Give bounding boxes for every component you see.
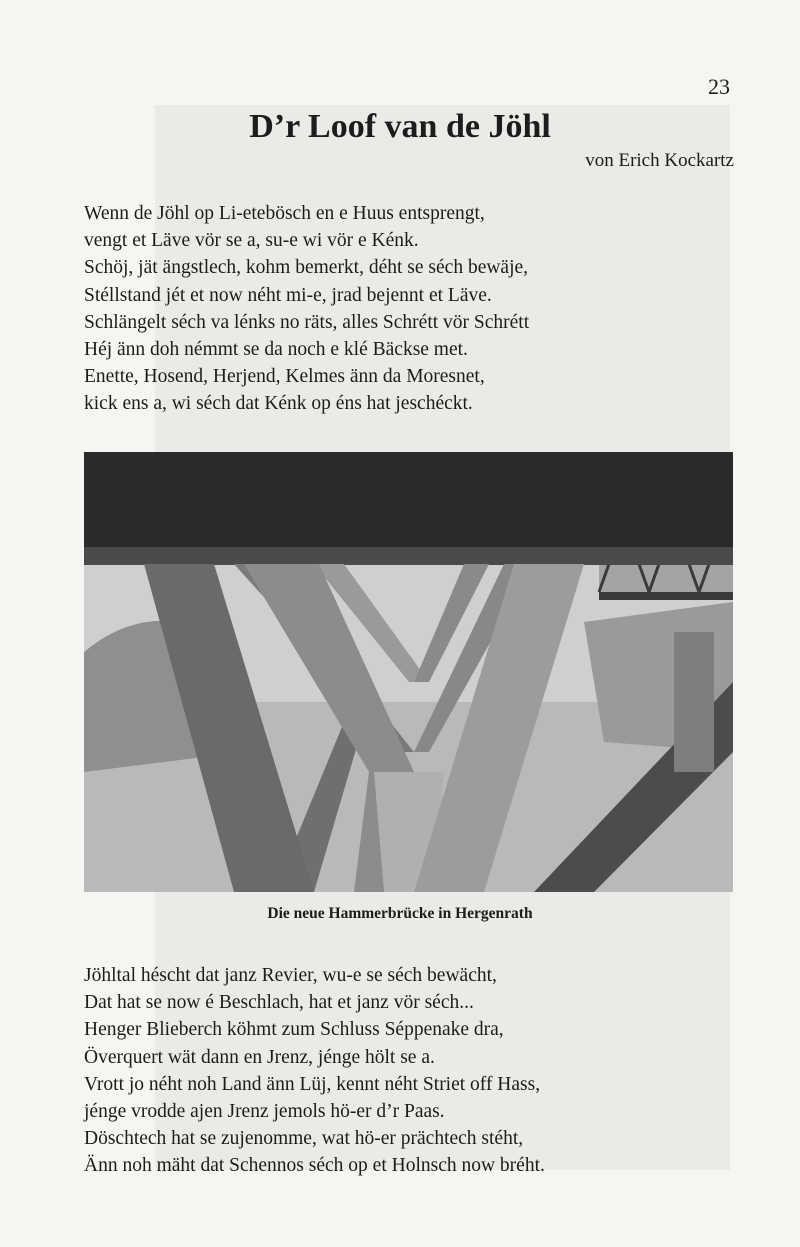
- poem-line: vengt et Läve vör se a, su-e wi vör e Kénk.: [84, 230, 419, 252]
- author-line: von Erich Kockartz: [585, 150, 734, 171]
- poem-line: Schöj, jät ängstlech, kohm bemerkt, déht se séch bewäje,: [84, 257, 529, 279]
- poem-title: D’r Loof van de Jöhl: [249, 108, 551, 145]
- poem-line: Jöhltal héscht dat janz Revier, wu-e se séch bewächt,: [84, 965, 497, 986]
- poem-line: Döschtech hat se zujenomme, wat hö-er prächtech stéht,: [84, 1128, 524, 1150]
- poem-line: Wenn de Jöhl op Li-etebösch en e Huus entsprengt,: [84, 203, 485, 224]
- bridge-photo: [84, 452, 733, 892]
- photo-caption: Die neue Hammerbrücke in Hergenrath: [267, 905, 533, 922]
- poem-line: Schlängelt séch va lénks no räts, alles Schrétt vör Schrétt: [84, 311, 530, 333]
- stanza-2: [84, 962, 545, 1180]
- poem-line: Dat hat se now é Beschlach, hat et janz vör séch...: [84, 992, 474, 1014]
- poem-line: Stéllstand jét et now néht mi-e, jrad bejennt et Läve.: [84, 284, 492, 306]
- stanza-1: [84, 200, 529, 418]
- poem-line: Änn noh mäht dat Schennos séch op et Holnsch now bréht.: [84, 1155, 545, 1177]
- poem-line: jénge vrodde ajen Jrenz jemols hö-er d’r Paas.: [84, 1101, 445, 1123]
- poem-line: Enette, Hosend, Herjend, Kelmes änn da Moresnet,: [84, 366, 485, 388]
- poem-line: kick ens a, wi séch dat Kénk op éns hat jeschéckt.: [84, 393, 473, 415]
- poem-line: Héj änn doh némmt se da noch e klé Bäckse met.: [84, 339, 468, 361]
- bridge-illustration: [84, 452, 733, 892]
- poem-line: Överquert wät dann en Jrenz, jénge hölt se a.: [84, 1046, 435, 1068]
- poem-line: Henger Blieberch köhmt zum Schluss Séppenake dra,: [84, 1019, 504, 1041]
- poem-line: Vrott jo néht noh Land änn Lüj, kennt néht Striet off Hass,: [84, 1073, 541, 1095]
- page-number: 23: [708, 74, 730, 99]
